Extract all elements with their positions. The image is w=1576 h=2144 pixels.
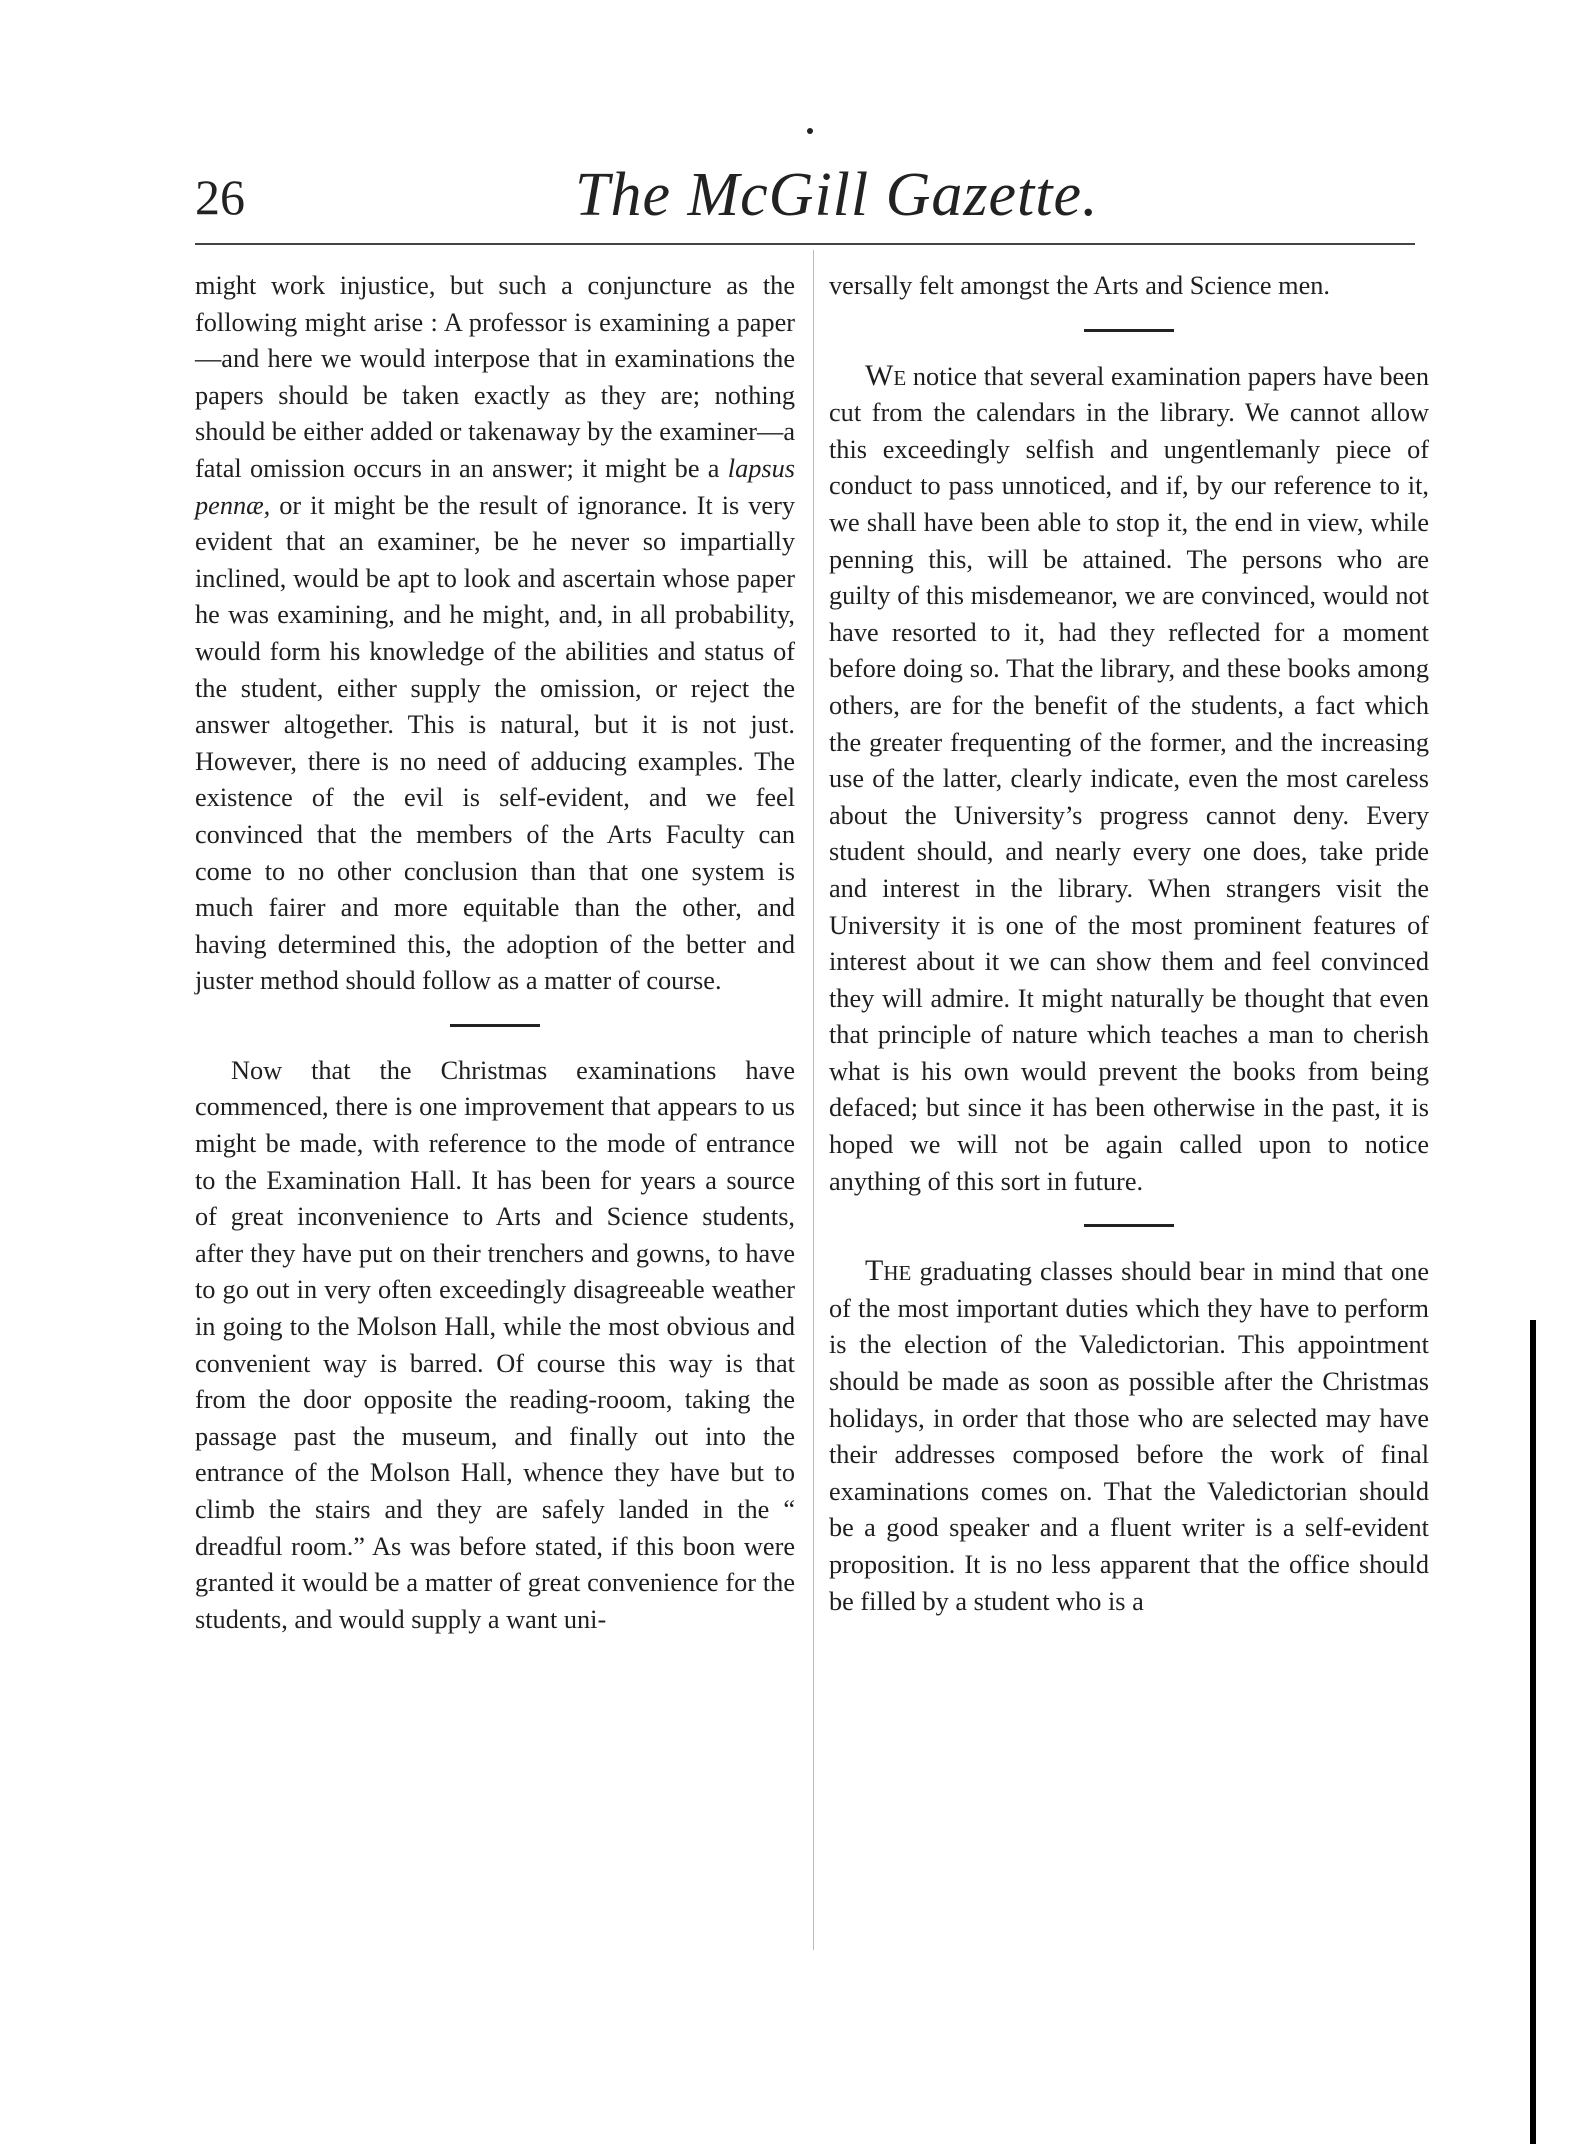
section-separator xyxy=(1084,1224,1174,1227)
right-p3-text: graduating classes should bear in mind that one of the most important duties which they have to perform is the election of the Valedictorian. This appointment should be made as soon as possible after the Christmas holidays, in order that those who are selected may have their addresses composed before the work of final examinations comes on. That the Valedictorian should be a good speaker and a fluent writer is a self-evident proposition. It is no less apparent that the office should be filled by a student who is a xyxy=(829,1257,1430,1616)
scan-edge xyxy=(1530,1320,1536,2144)
right-p2-text: notice that several examination papers have been cut from the calendars in the library. We cannot allow this exceedingly selfish and ungentlemanly piece of conduct to pass unnoticed, and if, by our reference to it, we shall have been able to stop it, the end in view, while penning this, will be attained. The persons who are guilty of this misdemeanor, we are convinced, would not have resorted to it, had they reflected for a moment before doing so. That the library, and these books among others, are for the benefit of the students, a fact which the greater frequenting of the former, and the increasing use of the latter, clearly indicate, even the most careless about the University’s progress cannot deny. Every student should, and nearly every one does, take pride and interest in the library. When strangers visit the University it is one of the most prominent features of interest about it we can show them and feel convinced they will admire. It might naturally be thought that even that principle of nature which teaches a man to cherish what is his own would prevent the books from being defaced; but since it has been otherwise in the past, it is hoped we will not be again called upon to notice anything of this sort in future. xyxy=(829,361,1429,1196)
right-paragraph-2 xyxy=(829,358,1429,1201)
masthead-title: The McGill Gazette. xyxy=(575,161,1099,229)
column-divider xyxy=(813,250,814,1950)
left-paragraph-2: Now that the Christmas examinations have commenced, there is one improvement that appears to us might be made, with reference to the mode of entrance to the Examination Hall. It has been for years a source of great inconvenience to Arts and Science students, after they have put on their trenchers and gowns, to have to go out in very often exceedingly disagreeable weather in going to the Molson Hall, while the most obvious and convenient way is barred. Of course this way is that from the door opposite the reading-rooom, taking the passage past the museum, and finally out into the entrance of the Molson Hall, whence they have but to climb the stairs and they are safely landed in the “ dreadful room.” As was before stated, if this boon were granted it would be a matter of great convenience for the students, and would supply a want uni- xyxy=(195,1055,795,1634)
left-column xyxy=(195,268,795,1638)
left-p1-rest: or it might be the result of ignorance. It is very evident that an examiner, be he never so impartially inclined, would be apt to look and ascertain whose paper he was examining, and he might, and, in all probability, would form his knowledge of the abilities and status of the student, either supply the omission, or reject the answer altogether. This is natural, but it is not just. However, there is no need of adducing examples. The existence of the evil is self-evident, and we feel convinced that the members of the Arts Faculty can come to no other conclusion than that one system is much fairer and more equitable than the other, and having determined this, the adoption of the better and juster method should follow as a matter of course. xyxy=(195,490,795,996)
section-separator xyxy=(1084,329,1174,332)
right-paragraph-1: versally felt amongst the Arts and Science men. xyxy=(829,271,1330,300)
page-number: 26 xyxy=(195,169,245,225)
right-paragraph-3 xyxy=(829,1253,1429,1620)
right-p2-lead: We xyxy=(865,358,907,392)
left-p1-italic: lapsus pennæ, xyxy=(195,453,796,520)
header-rule xyxy=(195,243,1415,245)
right-p3-lead: The xyxy=(865,1254,912,1288)
section-separator xyxy=(450,1024,540,1027)
print-speck xyxy=(807,128,813,134)
right-column xyxy=(829,268,1429,1620)
left-p1-text: might work injustice, but such a conjuncture as the following might arise : A professor is examining a paper—and here we would interpose that in examinations the papers should be taken exactly as they are; nothing should be either added or takenaway by the examiner—a fatal omission occurs in an answer; it might be a xyxy=(195,271,795,483)
page-header xyxy=(195,160,1415,240)
left-paragraph-1 xyxy=(195,268,795,1000)
